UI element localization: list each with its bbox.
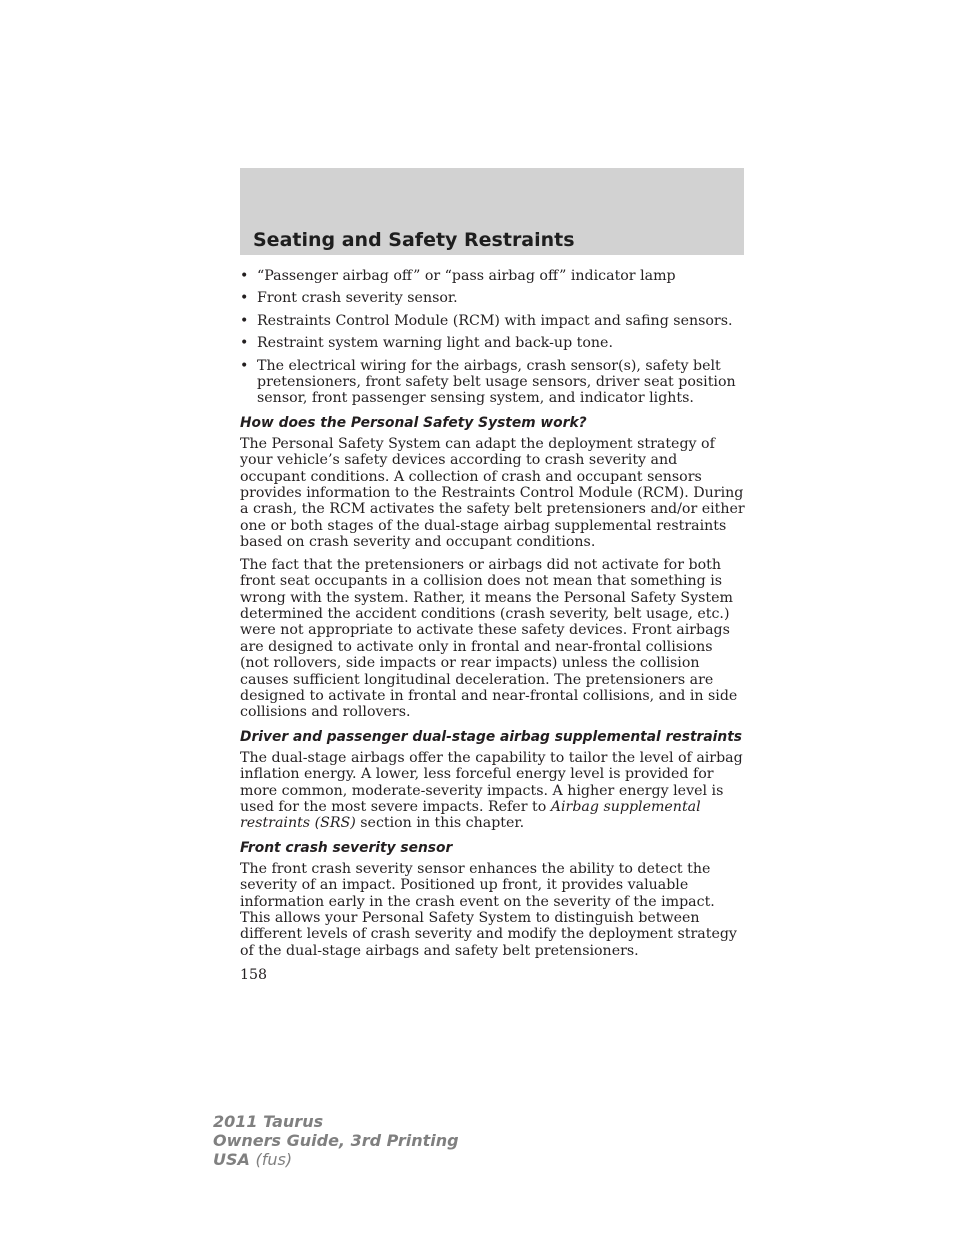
footer-market-code: (fus)	[255, 1150, 293, 1169]
paragraph	[240, 750, 745, 832]
subheading-front-crash-sensor: Front crash severity sensor	[240, 839, 453, 856]
paragraph: The fact that the pretensioners or airbags did not activate for both front seat occupants in a collision does not mean that something is wrong with the system. Rather, it means the Personal Safety System determined the accident conditions (crash severity, belt usage, etc.) were not appropriate to activate these safety devices. Front airbags are designed to activate only in frontal and near-frontal collisions (not rollovers, side impacts or rear impacts) unless the collision causes sufficient longitudinal deceleration. The pretensioners are designed to activate in frontal and near-frontal collisions, and in side collisions and rollovers.	[240, 556, 738, 721]
list-item: • Restraints Control Module (RCM) with impact and safing sensors.	[240, 313, 745, 329]
footer-guide-edition: Owners Guide, 3rd Printing	[213, 1131, 459, 1150]
publication-footer	[213, 1112, 459, 1169]
paragraph-text: The dual-stage airbags offer the capability to tailor the level of airbag inflation energy. A lower, less forceful energy level is provided for more common, moderate-severity impacts. A higher energy level is used for the most severe impacts. Refer to	[240, 749, 743, 815]
paragraph-text: section in this chapter.	[355, 815, 525, 832]
subheading-how-it-works: How does the Personal Safety System work?	[240, 414, 587, 431]
footer-market-name: USA	[213, 1150, 250, 1169]
list-item: • “Passenger airbag off” or “pass airbag off” indicator lamp	[240, 268, 745, 284]
footer-market	[213, 1150, 459, 1169]
footer-model: 2011 Taurus	[213, 1112, 324, 1131]
list-item: • Restraint system warning light and back-up tone.	[240, 335, 745, 351]
page-number: 158	[240, 967, 268, 984]
section-title: Seating and Safety Restraints	[253, 229, 575, 251]
section-header-band	[240, 168, 744, 255]
paragraph: The Personal Safety System can adapt the deployment strategy of your vehicle’s safety devices according to crash severity and occupant conditions. A collection of crash and occupant sensors provides information to the Restraints Control Module (RCM). During a crash, the RCM activates the safety belt pretensioners and/or either one or both stages of the dual-stage airbag supplemental restraints based on crash severity and occupant conditions.	[240, 435, 745, 551]
component-list	[240, 268, 745, 407]
paragraph: The front crash severity sensor enhances the ability to detect the severity of an impact. Positioned up front, it provides valuable information early in the crash event on the severity of the impact. This allows your Personal Safety System to distinguish between different levels of crash severity and modify the deployment strategy of the dual-stage airbags and safety belt pretensioners.	[240, 860, 737, 959]
list-item: • The electrical wiring for the airbags, crash sensor(s), safety belt pretensioners, front safety belt usage sensors, driver seat position sensor, front passenger sensing system, and indicator lights.	[240, 358, 745, 407]
page-content	[240, 268, 745, 984]
subheading-dual-stage-airbags: Driver and passenger dual-stage airbag supplemental restraints	[240, 728, 743, 745]
list-item: • Front crash severity sensor.	[240, 290, 745, 306]
cross-reference: Airbag supplemental restraints (SRS)	[240, 798, 701, 832]
